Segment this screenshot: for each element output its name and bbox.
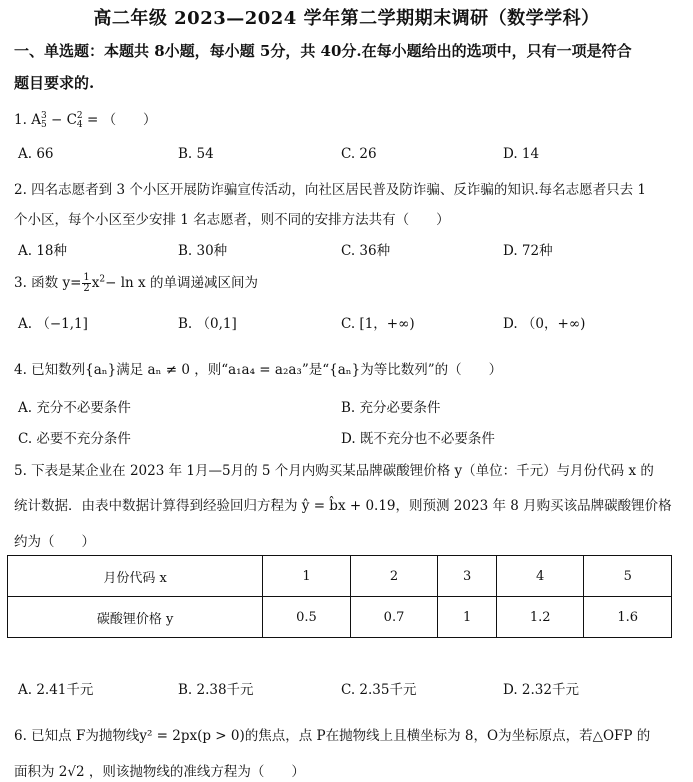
- q3-option-d: D. （0，+∞): [503, 316, 586, 332]
- q1-option-d: D. 14: [503, 146, 540, 162]
- q2-option-a: A. 18种: [18, 243, 68, 259]
- table-cell: 3: [438, 556, 497, 597]
- exponent: 2: [99, 274, 106, 285]
- q5-option-c: C. 2.35千元: [341, 682, 417, 698]
- question-2-line1: 2. 四名志愿者到 3 个小区开展防诈骗宣传活动，向社区居民普及防诈骗、反诈骗的知识.每名志愿者只去 1: [14, 182, 647, 198]
- page-title: 高二年级 2023—2024 学年第二学期期末调研（数学学科）: [93, 8, 600, 29]
- q4-option-b: B. 充分必要条件: [341, 400, 441, 416]
- table-cell: 1: [438, 597, 497, 638]
- q1-option-b: B. 54: [178, 146, 214, 162]
- q5-option-b: B. 2.38千元: [178, 682, 254, 698]
- equals-sign: =: [86, 112, 99, 128]
- combination-symbol: C 2 4: [66, 110, 83, 130]
- table-cell: 1.2: [496, 597, 584, 638]
- table-row: [8, 597, 672, 638]
- q5-option-d: D. 2.32千元: [503, 682, 579, 698]
- question-4: 4. 已知数列{aₙ}满足 aₙ ≠ 0 ，则“a₁a₄ = a₂a₃”是“{aₙ}为等比数列”的（ ）: [14, 362, 503, 378]
- question-number: 1.: [14, 112, 27, 128]
- question-2-line2: 个小区，每个小区至少安排 1 名志愿者，则不同的安排方法共有（ ）: [14, 212, 450, 228]
- q3-option-b: B. （0,1]: [178, 316, 237, 332]
- q2-option-c: C. 36种: [341, 243, 391, 259]
- permutation-symbol: A 3 5: [31, 110, 47, 130]
- question-3-prefix: 3. 函数 y=: [14, 275, 82, 291]
- variable-x: x: [91, 275, 100, 291]
- table-row: [8, 556, 672, 597]
- question-6-line2: 面积为 2√2 ，则该抛物线的准线方程为（ ）: [14, 764, 305, 780]
- question-6-line1: 6. 已知点 F为抛物线y² = 2px(p > 0)的焦点，点 P在抛物线上且横坐标为 8，O为坐标原点，若△OFP 的: [14, 728, 651, 744]
- question-5-line3: 约为（ ）: [14, 534, 95, 550]
- q3-option-a: A. （−1,1]: [18, 316, 88, 332]
- question-3-tail: − ln x 的单调递减区间为: [105, 275, 258, 291]
- table-cell: 1: [263, 556, 351, 597]
- table-header-cell: 碳酸锂价格 y: [8, 597, 263, 638]
- q1-option-a: A. 66: [18, 146, 54, 162]
- question-5-line1: 5. 下表是某企业在 2023 年 1月—5月的 5 个月内购买某品牌碳酸锂价格 y（单位：千元）与月份代码 x 的: [14, 463, 654, 479]
- minus-sign: −: [50, 112, 63, 128]
- data-table: [7, 555, 672, 638]
- table-cell: 2: [350, 556, 438, 597]
- question-3: [14, 271, 258, 294]
- table-cell: 4: [496, 556, 584, 597]
- q1-option-c: C. 26: [341, 146, 377, 162]
- table-cell: 1.6: [584, 597, 672, 638]
- q2-option-b: B. 30种: [178, 243, 228, 259]
- answer-paren: （ ）: [102, 112, 157, 128]
- table-cell: 0.7: [350, 597, 438, 638]
- q4-option-d: D. 既不充分也不必要条件: [341, 431, 495, 447]
- q5-option-a: A. 2.41千元: [18, 682, 94, 698]
- table-header-cell: 月份代码 x: [8, 556, 263, 597]
- fraction-half: $\frac{1}{2}$: [83, 272, 90, 294]
- q4-option-a: A. 充分不必要条件: [18, 400, 131, 416]
- section-heading-line2: 题目要求的.: [14, 74, 95, 92]
- table-cell: 5: [584, 556, 672, 597]
- q3-option-c: C. [1，+∞): [341, 316, 415, 332]
- question-5-line2: 统计数据．由表中数据计算得到经验回归方程为 ŷ = b̂x + 0.19，则预测 2023 年 8 月购买该品牌碳酸锂价格: [14, 498, 672, 514]
- q4-option-c: C. 必要不充分条件: [18, 431, 131, 447]
- q2-option-d: D. 72种: [503, 243, 553, 259]
- question-1: [14, 108, 157, 130]
- section-heading-line1: 一、单选题：本题共 8小题，每小题 5分，共 40分.在每小题给出的选项中，只有一项是符合: [14, 42, 632, 60]
- table-cell: 0.5: [263, 597, 351, 638]
